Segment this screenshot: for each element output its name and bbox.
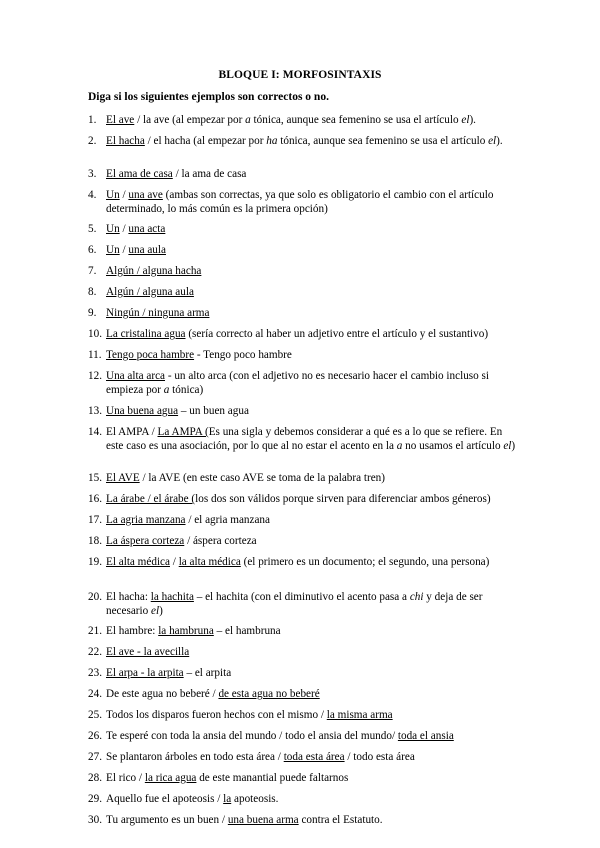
- plain-text: de este manantial puede faltarnos: [196, 772, 349, 784]
- plain-text: ).: [469, 114, 476, 126]
- item-number: 28.: [88, 772, 102, 784]
- item-text: [106, 369, 522, 397]
- italic-text: el: [461, 114, 470, 126]
- item-text: [106, 285, 522, 299]
- item-text: [106, 687, 522, 701]
- item-text: [106, 404, 522, 418]
- plain-text: / áspera corteza: [184, 535, 257, 547]
- plain-text: Es una sigla y debemos considerar a qué es a lo que se refiere. En este caso es una asociación, por lo que al no estar el acento en la: [106, 426, 503, 452]
- item-number: 30.: [88, 814, 102, 826]
- item-number: 5.: [88, 223, 97, 235]
- item-text: [106, 666, 522, 680]
- item-text: [106, 750, 522, 764]
- item-text: [106, 534, 522, 548]
- plain-text: ): [511, 440, 516, 452]
- item-number: 23.: [88, 667, 102, 679]
- item-number: 18.: [88, 535, 102, 547]
- item-number: 15.: [88, 472, 102, 484]
- underlined-text: El alta médica: [106, 556, 170, 568]
- underlined-text: El AVE: [106, 472, 140, 484]
- item-text: [106, 188, 522, 216]
- plain-text: Aquello fue el apoteosis /: [106, 793, 224, 805]
- item-number: 16.: [88, 493, 102, 505]
- plain-text: (el primero es un documento; el segundo, una persona): [240, 556, 490, 568]
- item-number: 13.: [88, 405, 102, 417]
- underlined-text: Un: [106, 244, 120, 256]
- item-text: [106, 471, 522, 485]
- item-text: [106, 708, 522, 722]
- plain-text: / el hacha (al empezar por: [144, 135, 267, 147]
- item-text: [106, 425, 522, 453]
- plain-text: (ambas son correctas, ya que solo es obligatorio el cambio con el artículo determinado, lo más común es la primera opción): [106, 189, 494, 215]
- plain-text: / la AVE (en este caso AVE se toma de la palabra tren): [139, 472, 385, 484]
- underlined-text: toda el ansia: [397, 730, 454, 742]
- italic-text: ha: [266, 135, 278, 147]
- italic-text: chi: [409, 591, 424, 603]
- italic-text: el: [503, 440, 512, 452]
- item-number: 22.: [88, 646, 102, 658]
- plain-text: y deja de ser necesario: [106, 591, 483, 617]
- item-number: 10.: [88, 328, 102, 340]
- plain-text: / todo esta área: [344, 751, 415, 763]
- item-number: 1.: [88, 114, 97, 126]
- underlined-text: la hambruna: [158, 625, 214, 637]
- plain-text: – un buen agua: [178, 405, 249, 417]
- underlined-text: La agria manzana: [106, 514, 186, 526]
- italic-text: el: [488, 135, 497, 147]
- underlined-text: El hacha: [106, 135, 145, 147]
- plain-text: El rico /: [106, 772, 145, 784]
- underlined-text: El ave - la avecilla: [106, 646, 190, 658]
- underlined-text: de esta agua no beberé: [218, 688, 320, 700]
- plain-text: – el arpita: [183, 667, 232, 679]
- plain-text: - un alto arca (con el adjetivo no es necesario hacer el cambio incluso si empieza por: [106, 370, 490, 396]
- document-subtitle: Diga si los siguientes ejemplos son correctos o no.: [88, 91, 329, 103]
- underlined-text: La cristalina agua: [106, 328, 186, 340]
- plain-text: contra el Estatuto.: [298, 814, 383, 826]
- plain-text: - Tengo poco hambre: [194, 349, 292, 361]
- plain-text: Se plantaron árboles en todo esta área /: [106, 751, 284, 763]
- item-number: 2.: [88, 135, 97, 147]
- item-number: 7.: [88, 265, 97, 277]
- item-text: [106, 243, 522, 257]
- item-number: 24.: [88, 688, 102, 700]
- underlined-text: La AMPA (: [157, 426, 209, 438]
- underlined-text: Algún / alguna hacha: [106, 265, 202, 277]
- item-text: [106, 113, 522, 127]
- item-number: 12.: [88, 370, 102, 382]
- item-number: 3.: [88, 168, 97, 180]
- plain-text: / la ama de casa: [172, 168, 247, 180]
- item-text: [106, 348, 522, 362]
- plain-text: ).: [496, 135, 503, 147]
- item-text: [106, 590, 522, 618]
- italic-text: a: [396, 440, 403, 452]
- underlined-text: una buena arma: [227, 814, 299, 826]
- item-number: 19.: [88, 556, 102, 568]
- item-number: 21.: [88, 625, 102, 637]
- item-number: 17.: [88, 514, 102, 526]
- underlined-text: La árabe / el árabe (: [106, 493, 196, 505]
- item-number: 27.: [88, 751, 102, 763]
- underlined-text: Algún / alguna aula: [106, 286, 194, 298]
- underlined-text: El ama de casa: [106, 168, 173, 180]
- item-text: [106, 792, 522, 806]
- underlined-text: toda esta área: [283, 751, 345, 763]
- item-text: [106, 645, 522, 659]
- item-number: 6.: [88, 244, 97, 256]
- underlined-text: una ave: [128, 189, 163, 201]
- underlined-text: la hachita: [150, 591, 194, 603]
- item-number: 25.: [88, 709, 102, 721]
- underlined-text: El arpa - la arpita: [106, 667, 184, 679]
- plain-text: De este agua no beberé /: [106, 688, 219, 700]
- plain-text: /: [119, 244, 129, 256]
- underlined-text: Ningún / ninguna arma: [106, 307, 210, 319]
- plain-text: apoteosis.: [231, 793, 279, 805]
- plain-text: / la ave (al empezar por: [134, 114, 246, 126]
- underlined-text: Una alta arca: [106, 370, 166, 382]
- item-text: [106, 306, 522, 320]
- item-text: [106, 729, 522, 743]
- underlined-text: Una buena agua: [106, 405, 179, 417]
- item-number: 29.: [88, 793, 102, 805]
- underlined-text: una aula: [128, 244, 166, 256]
- plain-text: tónica, aunque sea femenino se usa el artículo: [250, 114, 462, 126]
- plain-text: /: [119, 189, 129, 201]
- document-title: BLOQUE I: MORFOSINTAXIS: [218, 69, 382, 81]
- plain-text: – el hambruna: [213, 625, 281, 637]
- plain-text: Tu argumento es un buen /: [106, 814, 228, 826]
- item-text: [106, 492, 522, 506]
- plain-text: – el hachita (con el diminutivo el acento pasa a: [193, 591, 410, 603]
- underlined-text: Tengo poca hambre: [106, 349, 195, 361]
- plain-text: ): [159, 605, 163, 617]
- italic-text: a: [245, 114, 251, 126]
- plain-text: El hacha:: [106, 591, 151, 603]
- item-number: 26.: [88, 730, 102, 742]
- plain-text: tónica, aunque sea femenino se usa el artículo: [277, 135, 489, 147]
- item-number: 20.: [88, 591, 102, 603]
- item-text: [106, 264, 522, 278]
- plain-text: tónica): [169, 384, 204, 396]
- underlined-text: El ave: [106, 114, 135, 126]
- item-number: 8.: [88, 286, 97, 298]
- plain-text: El AMPA /: [106, 426, 158, 438]
- plain-text: / el agria manzana: [185, 514, 270, 526]
- underlined-text: Un: [106, 189, 120, 201]
- underlined-text: la rica agua: [144, 772, 197, 784]
- italic-text: el: [151, 605, 160, 617]
- plain-text: Todos los disparos fueron hechos con el mismo /: [106, 709, 327, 721]
- plain-text: los dos son válidos porque sirven para diferenciar ambos géneros): [195, 493, 491, 505]
- underlined-text: una acta: [128, 223, 166, 235]
- italic-text: a: [163, 384, 170, 396]
- item-text: [106, 771, 522, 785]
- item-number: 4.: [88, 189, 97, 201]
- item-text: [106, 513, 522, 527]
- underlined-text: la alta médica: [178, 556, 241, 568]
- underlined-text: La áspera corteza: [106, 535, 185, 547]
- plain-text: (sería correcto al haber un adjetivo entre el artículo y el sustantivo): [185, 328, 489, 340]
- item-text: [106, 222, 522, 236]
- item-text: [106, 813, 522, 827]
- item-text: [106, 167, 522, 181]
- item-number: 14.: [88, 426, 102, 438]
- underlined-text: Un: [106, 223, 120, 235]
- plain-text: El hambre:: [106, 625, 159, 637]
- item-text: [106, 624, 522, 638]
- plain-text: no usamos el artículo: [402, 440, 504, 452]
- item-text: [106, 134, 522, 148]
- item-text: [106, 327, 522, 341]
- underlined-text: la: [223, 793, 232, 805]
- plain-text: /: [169, 556, 179, 568]
- item-number: 9.: [88, 307, 97, 319]
- item-number: 11.: [88, 349, 102, 361]
- plain-text: Te esperé con toda la ansia del mundo / todo el ansia del mundo/: [106, 730, 398, 742]
- plain-text: /: [119, 223, 129, 235]
- item-text: [106, 555, 522, 569]
- underlined-text: la misma arma: [326, 709, 393, 721]
